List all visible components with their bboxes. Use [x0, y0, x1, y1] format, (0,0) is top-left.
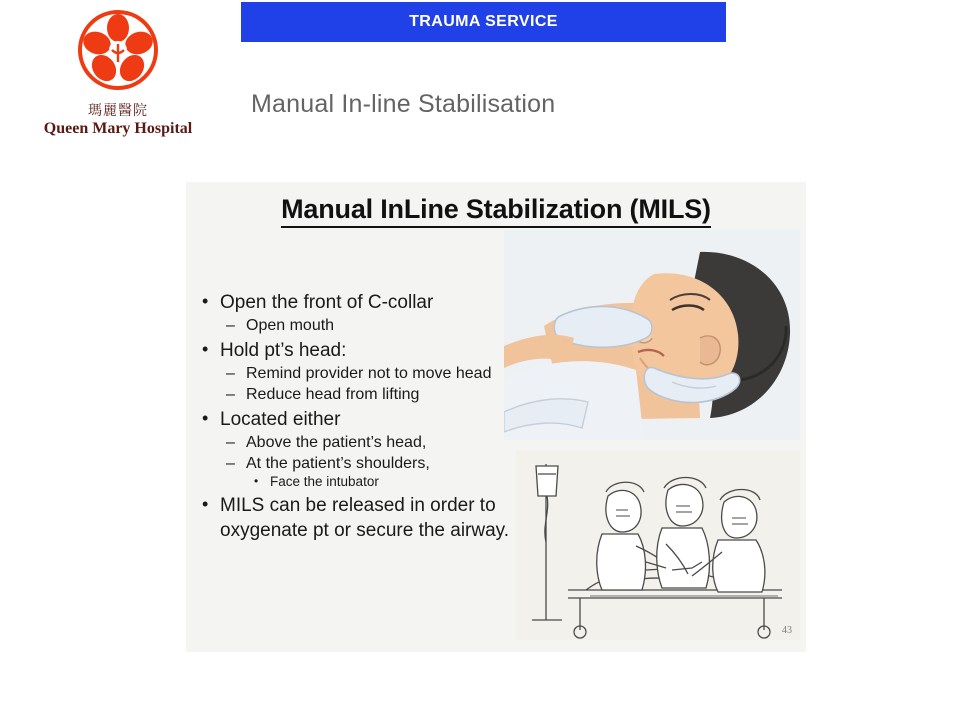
list-item: – Above the patient’s head, — [220, 433, 544, 453]
mils-hands-head-illustration — [504, 230, 800, 440]
list-item: • MILS can be released in order to oxygenate pt or secure the airway. — [194, 493, 544, 543]
hospital-logo — [28, 6, 208, 138]
embedded-slide-title — [186, 194, 806, 225]
flower-logo-icon — [70, 6, 166, 102]
list-item: – Remind provider not to move head — [220, 364, 544, 384]
embedded-slide — [186, 182, 806, 652]
list-item: • Face the intubator — [246, 474, 544, 491]
list-item: • Open the front of C-collar – Open mouth — [194, 290, 544, 336]
trauma-service-banner — [241, 2, 726, 42]
page-title: Manual In-line Stabilisation — [251, 90, 556, 118]
list-item: • Located either – Above the patient’s head, – At the patient’s shoulders, • Face the intubator — [194, 407, 544, 491]
banner-title: TRAUMA SERVICE — [409, 13, 558, 30]
list-item: – Reduce head from lifting — [220, 385, 544, 405]
logo-english-name: Queen Mary Hospital — [43, 120, 193, 138]
slide-page-number: 43 — [782, 625, 792, 636]
logo-chinese-name: 瑪麗醫院 — [88, 103, 148, 119]
intubation-team-illustration — [516, 450, 800, 640]
embedded-slide-title-text: Manual InLine Stabilization (MILS) — [281, 194, 711, 228]
list-item: • Hold pt’s head: – Remind provider not to move head – Reduce head from lifting — [194, 338, 544, 405]
list-item: – At the patient’s shoulders, • Face the intubator — [220, 454, 544, 491]
list-item: – Open mouth — [220, 316, 544, 336]
embedded-slide-bullet-list — [194, 290, 544, 544]
